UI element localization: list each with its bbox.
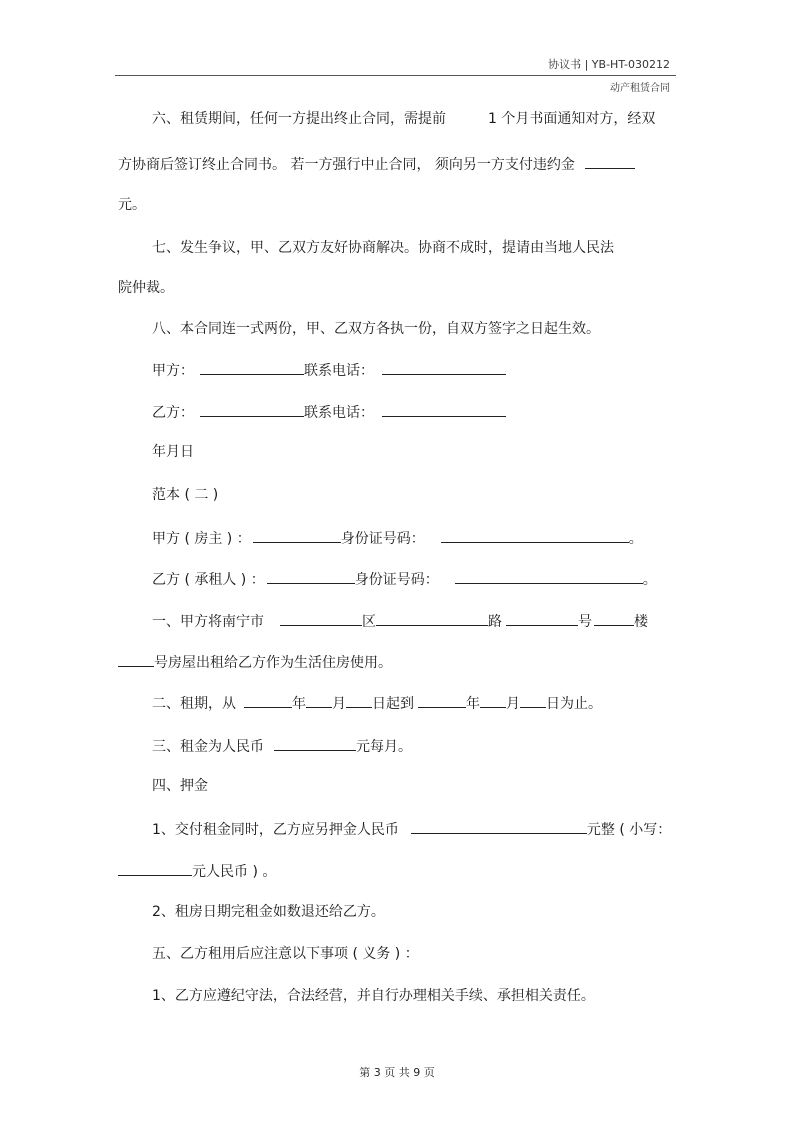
end-day-blank — [520, 693, 546, 708]
item-1-city: 一、甲方将南宁市 — [152, 614, 264, 630]
tenant-label: 乙方 ( 承租人 ) ： — [152, 572, 265, 588]
start-day-blank — [346, 693, 372, 708]
party-b-label: 乙方： — [152, 405, 194, 421]
item-1-line-1 — [152, 611, 648, 631]
clause-7-line-2: 院仲裁。 — [118, 280, 174, 296]
item-4-1-label: 1、交付租金同时，乙方应另押金人民币 — [152, 822, 399, 838]
item-2-to: 日起到 — [372, 696, 414, 712]
tenant-line — [152, 569, 657, 589]
end-month-blank — [480, 693, 506, 708]
tenant-id-blank — [455, 569, 643, 584]
tenant-id-label: 身份证号码： — [354, 572, 439, 588]
party-b-blank — [200, 402, 304, 417]
item-1-number: 号 — [578, 614, 592, 630]
party-b-phone-blank — [382, 402, 506, 417]
clause-6-line-3: 元。 — [118, 197, 146, 213]
district-blank — [280, 611, 362, 626]
deposit-lowercase-blank — [118, 861, 192, 876]
clause-8: 八、本合同连一式两份，甲、乙双方各执一份，自双方签字之日起生效。 — [152, 321, 600, 337]
party-a-signature-line — [152, 360, 506, 380]
item-2-year-1: 年 — [292, 696, 306, 712]
start-month-blank — [306, 693, 332, 708]
end-year-blank — [418, 693, 466, 708]
deposit-amount-blank — [411, 819, 587, 834]
landlord-id-label: 身份证号码： — [340, 531, 425, 547]
party-a-phone-blank — [382, 360, 506, 375]
penalty-amount-blank — [585, 154, 635, 169]
header-title — [548, 56, 670, 72]
landlord-name-blank — [253, 528, 341, 543]
item-3-label: 三、租金为人民币 — [152, 739, 264, 755]
item-2-from: 二、租期，从 — [152, 696, 236, 712]
item-2-year-2: 年 — [466, 696, 480, 712]
unit-blank — [118, 652, 154, 667]
clause-6-text-a: 六、租赁期间，任何一方提出终止合同，需提前 — [152, 111, 446, 127]
tenant-period: 。 — [642, 572, 657, 588]
item-2-end: 日为止。 — [546, 696, 602, 712]
item-5-1: 1、乙方应遵纪守法，合法经营，并自行办理相关手续、承担相关责任。 — [152, 988, 595, 1004]
item-3-rent — [152, 736, 412, 756]
landlord-label: 甲方 ( 房主 ) ： — [152, 531, 251, 547]
item-2-month-2: 月 — [506, 696, 520, 712]
item-1-purpose: 号房屋出租给乙方作为生活住房使用。 — [154, 655, 392, 671]
start-year-blank — [244, 693, 292, 708]
item-3-unit: 元每月。 — [356, 739, 412, 755]
clause-7-line-1: 七、发生争议，甲、乙双方友好协商解决。协商不成时，提请由当地人民法 — [152, 240, 614, 256]
party-b-signature-line — [152, 402, 506, 422]
item-1-district: 区 — [362, 614, 376, 630]
clause-6-text-c: 方协商后签订终止合同书。 若一方强行中止合同， 须向另一方支付违约金 — [118, 157, 575, 173]
item-5-title: 五、乙方租用后应注意以下事项 ( 义务 ) ： — [152, 946, 419, 962]
clause-6-text-b: 1 个月书面通知对方，经双 — [488, 111, 656, 127]
header-divider — [115, 75, 676, 76]
sample-2-title: 范本 ( 二 ) — [152, 487, 219, 503]
party-a-label: 甲方： — [152, 363, 194, 379]
item-4-deposit: 四、押金 — [152, 778, 208, 794]
road-blank — [376, 611, 488, 626]
tenant-name-blank — [267, 569, 355, 584]
item-1-line-2 — [118, 652, 392, 672]
party-a-phone-label: 联系电话： — [304, 363, 374, 379]
landlord-line — [152, 528, 643, 548]
header-subtitle: 动产租赁合同 — [610, 83, 670, 94]
header-doc-type: 协议书 — [548, 58, 582, 71]
page-number: 第 3 页 共 9 页 — [359, 1066, 435, 1079]
item-4-1-line-1 — [152, 819, 671, 839]
item-4-2: 2、租房日期完租金如数退还给乙方。 — [152, 904, 385, 920]
item-4-1-currency: 元人民币 ) 。 — [192, 864, 277, 880]
number-blank — [506, 611, 578, 626]
item-1-building: 楼 — [634, 614, 648, 630]
signing-date: 年月日 — [152, 444, 194, 460]
rent-blank — [274, 736, 356, 751]
clause-6-line-2 — [118, 154, 635, 174]
clause-6-line-1 — [152, 110, 655, 128]
item-4-1-lowercase: 元整 ( 小写： — [586, 822, 672, 838]
building-blank — [594, 611, 634, 626]
landlord-id-blank — [441, 528, 629, 543]
party-b-phone-label: 联系电话： — [304, 405, 374, 421]
item-2-month-1: 月 — [332, 696, 346, 712]
item-1-road: 路 — [488, 614, 502, 630]
item-4-1-line-2 — [118, 861, 276, 881]
landlord-period: 。 — [628, 531, 643, 547]
header-doc-code: | YB-HT-030212 — [584, 58, 670, 71]
item-2-lease-term — [152, 693, 602, 713]
party-a-blank — [200, 360, 304, 375]
